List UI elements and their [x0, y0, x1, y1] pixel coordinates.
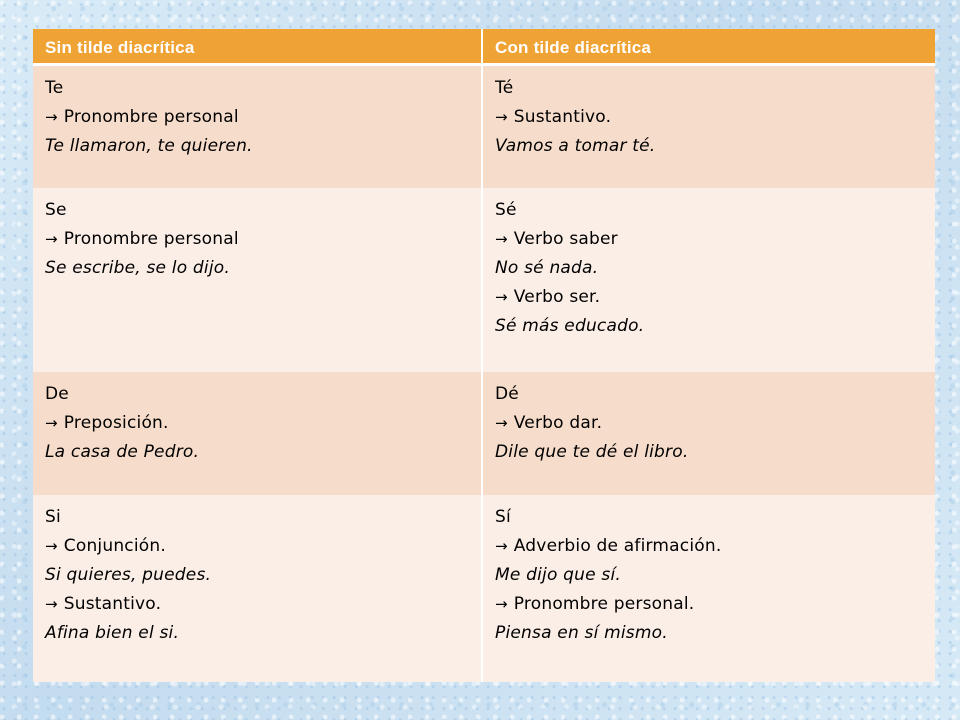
meaning-line: [45, 409, 471, 438]
table-cell-right: [481, 495, 935, 682]
table-cell-left: [33, 495, 481, 682]
meaning-text: Verbo ser.: [513, 287, 601, 307]
arrow-right-icon: →: [45, 108, 58, 126]
meaning-line: [495, 409, 925, 438]
meaning-text: Preposición.: [63, 413, 169, 433]
example-sentence: La casa de Pedro.: [45, 442, 200, 462]
entry-word: Se: [45, 200, 67, 220]
arrow-right-icon: →: [45, 537, 58, 555]
meaning-line: [45, 532, 471, 561]
table-cell-right: [481, 188, 935, 372]
meaning-text: Sustantivo.: [63, 594, 162, 614]
example-sentence: Afina bien el si.: [45, 623, 180, 643]
arrow-right-icon: →: [495, 414, 508, 432]
meaning-text: Pronombre personal: [63, 107, 239, 127]
example-sentence: No sé nada.: [495, 258, 599, 278]
entry-word: De: [45, 384, 69, 404]
arrow-right-icon: →: [495, 537, 508, 555]
arrow-right-icon: →: [45, 230, 58, 248]
entry-word: Si: [45, 507, 61, 527]
meaning-text: Verbo saber: [513, 229, 618, 249]
meaning-line: [45, 590, 471, 619]
table-cell-right: [481, 66, 935, 188]
arrow-right-icon: →: [495, 108, 508, 126]
example-sentence: Sé más educado.: [495, 316, 645, 336]
entry-word: Sé: [495, 200, 517, 220]
example-sentence: Si quieres, puedes.: [45, 565, 212, 585]
meaning-line: [495, 225, 925, 254]
meaning-line: [495, 103, 925, 132]
example-sentence: Te llamaron, te quieren.: [45, 136, 253, 156]
diacritic-table: [33, 29, 935, 682]
meaning-text: Conjunción.: [63, 536, 166, 556]
table-cell-left: [33, 66, 481, 188]
meaning-line: [45, 103, 471, 132]
header-cell-with-accent: Con tilde diacrítica: [481, 29, 935, 66]
arrow-right-icon: →: [45, 595, 58, 613]
arrow-right-icon: →: [495, 595, 508, 613]
arrow-right-icon: →: [45, 414, 58, 432]
meaning-text: Pronombre personal: [63, 229, 239, 249]
example-sentence: Piensa en sí mismo.: [495, 623, 668, 643]
arrow-right-icon: →: [495, 230, 508, 248]
entry-word: Dé: [495, 384, 519, 404]
meaning-text: Sustantivo.: [513, 107, 612, 127]
table-cell-left: [33, 188, 481, 372]
example-sentence: Vamos a tomar té.: [495, 136, 656, 156]
meaning-text: Adverbio de afirmación.: [513, 536, 722, 556]
meaning-line: [45, 225, 471, 254]
example-sentence: Dile que te dé el libro.: [495, 442, 689, 462]
table-cell-left: [33, 372, 481, 495]
meaning-text: Pronombre personal.: [513, 594, 695, 614]
example-sentence: Me dijo que sí.: [495, 565, 621, 585]
entry-word: Té: [495, 78, 514, 98]
meaning-line: [495, 532, 925, 561]
entry-word: Sí: [495, 507, 511, 527]
example-sentence: Se escribe, se lo dijo.: [45, 258, 230, 278]
entry-word: Te: [45, 78, 64, 98]
meaning-text: Verbo dar.: [513, 413, 603, 433]
table-cell-right: [481, 372, 935, 495]
arrow-right-icon: →: [495, 288, 508, 306]
meaning-line: [495, 590, 925, 619]
meaning-line: [495, 283, 925, 312]
header-cell-without-accent: Sin tilde diacrítica: [33, 29, 481, 66]
